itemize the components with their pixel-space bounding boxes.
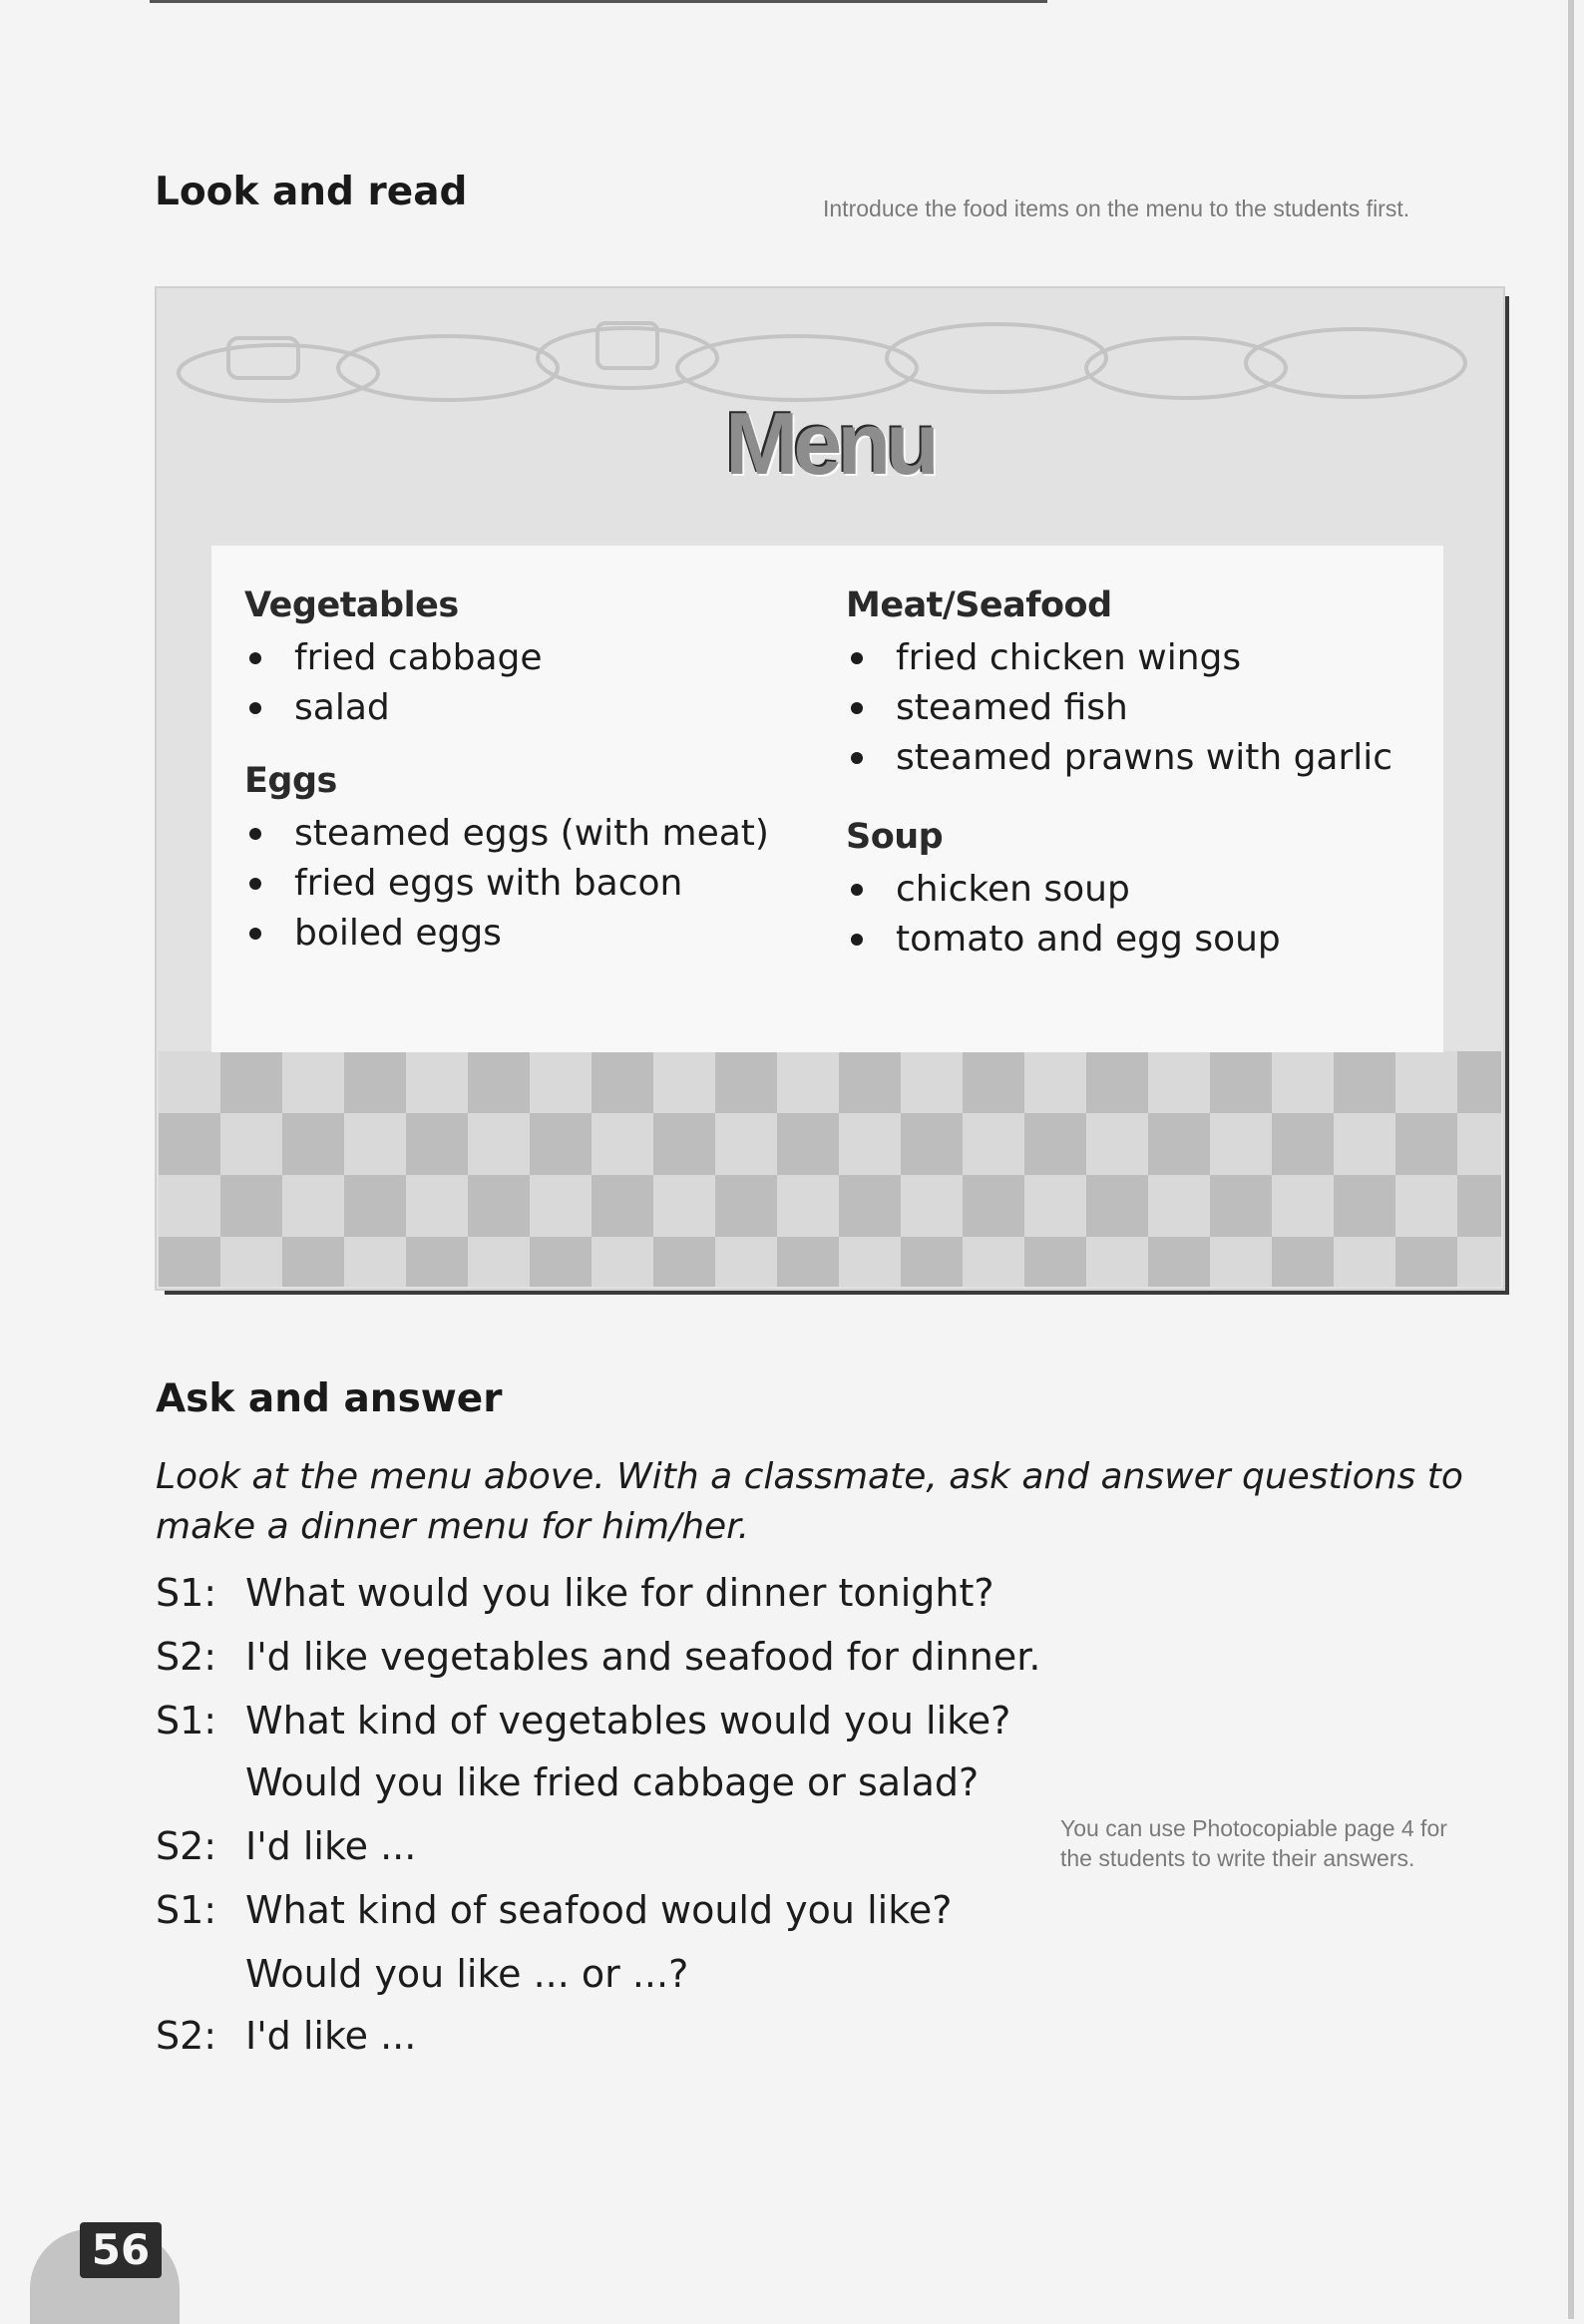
dialogue-line — [156, 2014, 416, 2058]
soup-list — [846, 865, 1392, 965]
dialogue-line — [156, 1888, 952, 1932]
list-item: fried cabbage — [244, 633, 769, 683]
category-eggs: Eggs — [244, 761, 337, 801]
speaker-label: S1: — [156, 1888, 217, 1932]
list-item: boiled eggs — [244, 909, 769, 959]
top-rule — [150, 0, 1047, 3]
dialogue-line — [156, 1824, 416, 1868]
speaker-label: S2: — [156, 1635, 217, 1679]
dialogue-line — [156, 1635, 1040, 1679]
dialogue-text: I'd like ... — [245, 2014, 417, 2058]
speaker-label: S2: — [156, 1824, 217, 1868]
eggs-list — [244, 809, 769, 959]
bullet-icon — [249, 702, 261, 714]
dialogue-text: What kind of vegetables would you like? — [245, 1699, 1011, 1743]
category-soup: Soup — [846, 817, 944, 857]
speaker-label: S2: — [156, 2014, 217, 2058]
category-meat-seafood: Meat/Seafood — [846, 585, 1112, 625]
list-item: salad — [244, 683, 769, 733]
bullet-icon — [249, 652, 261, 664]
menu-panel — [211, 546, 1443, 1052]
list-item: steamed prawns with garlic — [846, 733, 1392, 783]
menu-column-left — [244, 585, 769, 978]
dialogue-text: I'd like vegetables and seafood for dinner. — [245, 1635, 1041, 1679]
bullet-icon — [851, 934, 863, 946]
list-item: fried eggs with bacon — [244, 859, 769, 909]
page-edge — [1568, 0, 1574, 2319]
bullet-icon — [249, 928, 261, 940]
dialogue-line — [156, 1571, 994, 1615]
bullet-icon — [249, 878, 261, 890]
dialogue-text: Would you like ... or ...? — [245, 1952, 689, 1996]
list-item: steamed fish — [846, 683, 1392, 733]
checkered-tablecloth — [159, 1051, 1501, 1287]
bullet-icon — [851, 702, 863, 714]
list-item: fried chicken wings — [846, 633, 1392, 683]
category-vegetables: Vegetables — [244, 585, 459, 625]
speaker-label: S1: — [156, 1571, 217, 1615]
menu-card — [155, 286, 1505, 1291]
dialogue-text: I'd like ... — [245, 1824, 417, 1868]
list-item: tomato and egg soup — [846, 915, 1392, 965]
vegetables-list — [244, 633, 769, 733]
meat-seafood-list — [846, 633, 1392, 783]
dialogue-line — [156, 1952, 688, 1996]
bullet-icon — [851, 652, 863, 664]
speaker-label: S1: — [156, 1699, 217, 1743]
dialogue-text: Would you like fried cabbage or salad? — [245, 1760, 980, 1804]
list-item: steamed eggs (with meat) — [244, 809, 769, 859]
ask-and-answer-heading: Ask and answer — [156, 1376, 503, 1421]
dialogue-text: What would you like for dinner tonight? — [245, 1571, 994, 1615]
look-and-read-heading: Look and read — [155, 170, 468, 214]
dialogue-text: What kind of seafood would you like? — [245, 1888, 953, 1932]
teacher-note-top: Introduce the food items on the menu to the students first. — [823, 195, 1410, 221]
instructions-line-2: make a dinner menu for him/her. — [156, 1506, 750, 1547]
bullet-icon — [851, 884, 863, 896]
instructions-line-1: Look at the menu above. With a classmate, ask and answer questions to — [156, 1456, 1463, 1497]
menu-column-right — [846, 585, 1392, 984]
bullet-icon — [249, 828, 261, 840]
dialogue-line — [156, 1760, 979, 1804]
menu-title: Menu — [725, 394, 935, 493]
dialogue-line — [156, 1699, 1010, 1743]
bullet-icon — [851, 752, 863, 764]
teacher-note-bottom-2: the students to write their answers. — [1060, 1845, 1415, 1871]
teacher-note-bottom-1: You can use Photocopiable page 4 for — [1060, 1815, 1447, 1841]
list-item: chicken soup — [846, 865, 1392, 915]
page-number: 56 — [80, 2222, 162, 2278]
